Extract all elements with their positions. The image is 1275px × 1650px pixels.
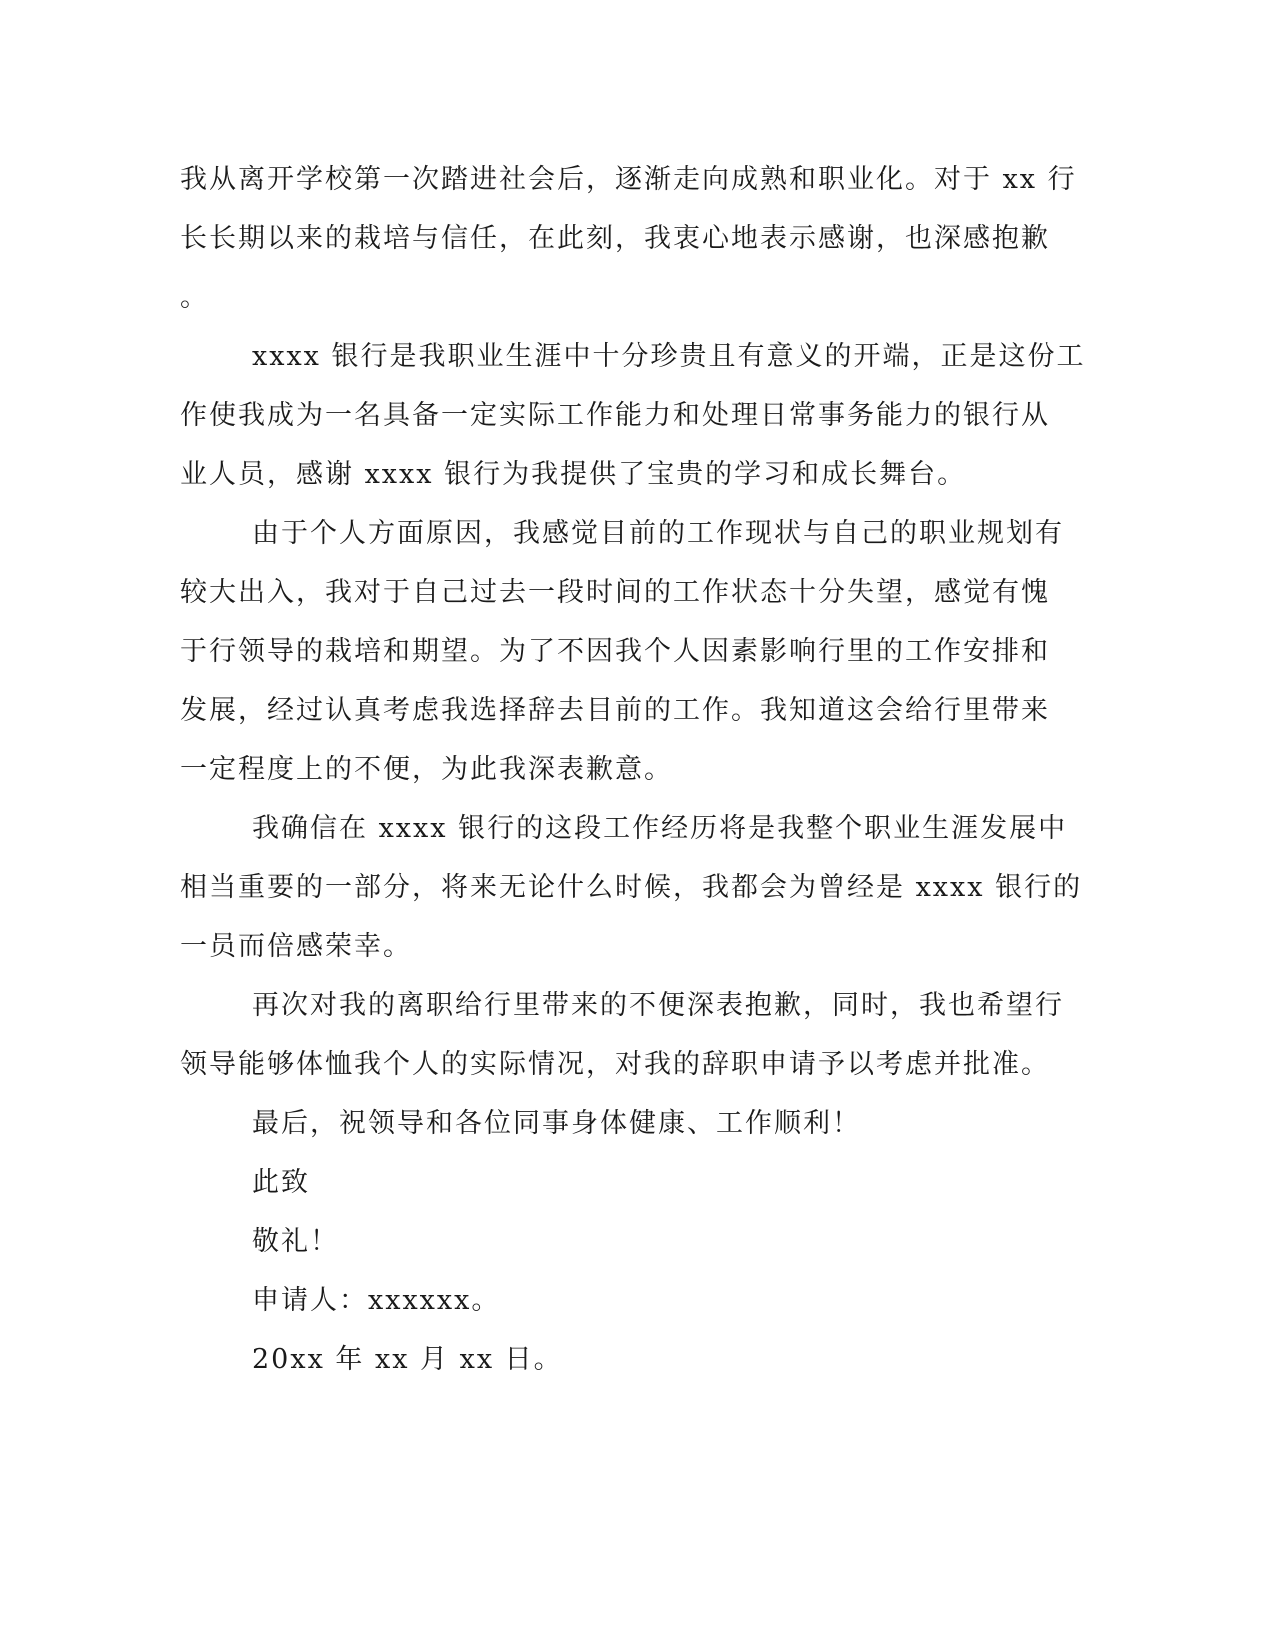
paragraph-gratitude [180, 150, 1077, 327]
text-line: 长长期以来的栽培与信任，在此刻，我衷心地表示感谢，也深感抱歉 [180, 223, 1050, 254]
text-line: 一员而倍感荣幸。 [180, 931, 412, 962]
text-line: 作使我成为一名具备一定实际工作能力和处理日常事务能力的银行从 [180, 400, 1050, 431]
letter-date: 20xx 年 xx 月 xx 日。 [252, 1344, 563, 1375]
text-line: 我从离开学校第一次踏进社会后，逐渐走向成熟和职业化。对于 xx 行 [180, 164, 1077, 195]
text-line: 再次对我的离职给行里带来的不便深表抱歉，同时，我也希望行 [252, 990, 1064, 1021]
paragraph-bank-start [180, 327, 1086, 504]
text-line: 于行领导的栽培和期望。为了不因我个人因素影响行里的工作安排和 [180, 636, 1050, 667]
text-line: 业人员，感谢 xxxx 银行为我提供了宝贵的学习和成长舞台。 [180, 459, 967, 490]
paragraph-experience [180, 799, 1083, 976]
text-line: 由于个人方面原因，我感觉目前的工作现状与自己的职业规划有 [252, 518, 1064, 549]
paragraph-apology [180, 976, 1064, 1094]
salutation-regards: 敬礼！ [252, 1226, 339, 1257]
closing-wish: 最后，祝领导和各位同事身体健康、工作顺利！ [252, 1108, 861, 1139]
text-line: 相当重要的一部分，将来无论什么时候，我都会为曾经是 xxxx 银行的 [180, 872, 1083, 903]
text-line: 我确信在 xxxx 银行的这段工作经历将是我整个职业生涯发展中 [252, 813, 1068, 844]
text-line: 。 [180, 282, 209, 313]
salutation-respectfully: 此致 [252, 1167, 310, 1198]
text-line: 发展，经过认真考虑我选择辞去目前的工作。我知道这会给行里带来 [180, 695, 1050, 726]
applicant-signature: 申请人：xxxxxx。 [252, 1285, 501, 1316]
text-line: xxxx 银行是我职业生涯中十分珍贵且有意义的开端，正是这份工 [252, 341, 1086, 372]
paragraph-reason [180, 504, 1064, 799]
text-line: 较大出入，我对于自己过去一段时间的工作状态十分失望，感觉有愧 [180, 577, 1050, 608]
letter-body [180, 150, 1086, 1389]
text-line: 一定程度上的不便，为此我深表歉意。 [180, 754, 673, 785]
text-line: 领导能够体恤我个人的实际情况，对我的辞职申请予以考虑并批准。 [180, 1049, 1050, 1080]
